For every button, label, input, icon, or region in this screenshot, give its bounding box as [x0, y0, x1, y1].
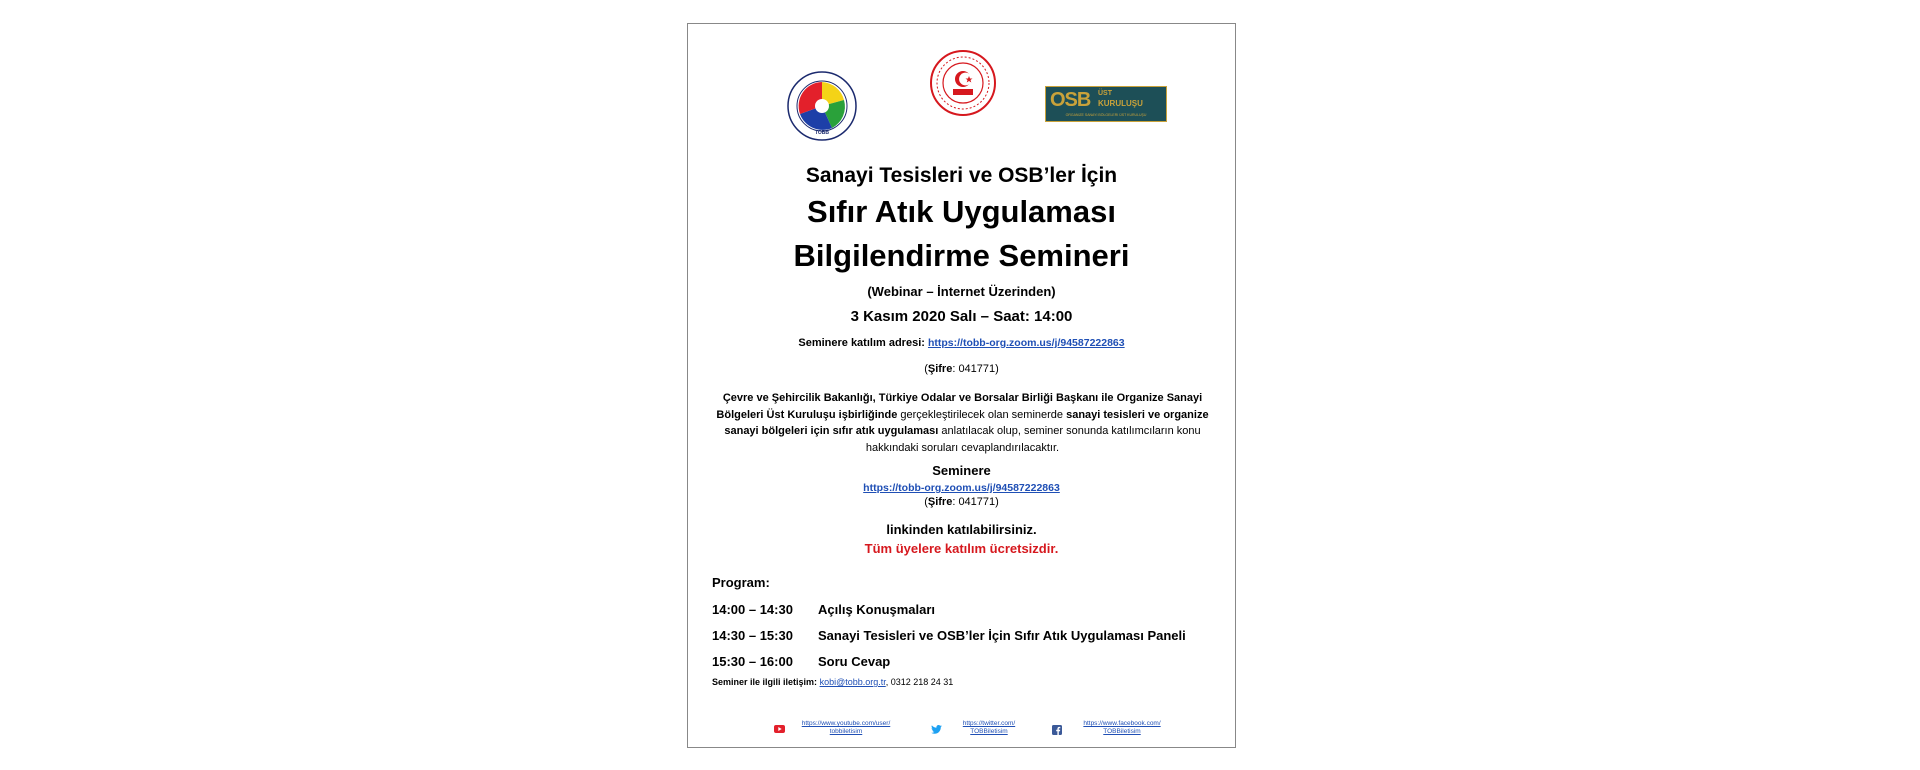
osb-logo-small-top: ÜST: [1098, 90, 1112, 97]
contact-label: Seminer ile ilgili iletişim:: [712, 677, 818, 687]
contact-line: [712, 677, 953, 687]
program-item: Sanayi Tesisleri ve OSB’ler İçin Sıfır Atık Uygulaması Paneli: [818, 628, 1186, 643]
zoom-link-cta-wrap: [688, 482, 1235, 494]
twitter-social: [931, 720, 1041, 738]
osb-logo-small-bottom: KURULUŞU: [1098, 99, 1143, 108]
contact-phone: , 0312 218 24 31: [885, 677, 954, 687]
program-time: 14:00 – 14:30: [712, 602, 793, 617]
ministry-seal-icon: [929, 49, 997, 117]
zoom-link-cta[interactable]: https://tobb-org.zoom.us/j/94587222863: [863, 482, 1060, 494]
osb-logo-tagline: ORGANİZE SANAYİ BÖLGELERİ ÜST KURULUŞU: [1065, 113, 1147, 117]
title-line-3: Bilgilendirme Semineri: [793, 238, 1130, 273]
password-value: : 041771): [952, 363, 999, 375]
program-row: [712, 602, 935, 617]
subtitle: (Webinar – İnternet Üzerinden): [867, 284, 1056, 299]
title-line-2: Sıfır Atık Uygulaması: [807, 194, 1116, 229]
facebook-social: [1052, 720, 1182, 738]
password-value-2: : 041771): [952, 496, 999, 508]
zoom-link[interactable]: https://tobb-org.zoom.us/j/94587222863: [927, 337, 1125, 349]
program-item: Açılış Konuşmaları: [818, 602, 936, 617]
youtube-icon: [774, 725, 785, 733]
program-title: Program:: [712, 575, 770, 590]
join-instruction: linkinden katılabilirsiniz.: [886, 522, 1037, 537]
youtube-social: [774, 720, 904, 738]
contact-email-link[interactable]: kobi@tobb.org.tr: [819, 677, 886, 687]
facebook-icon: [1052, 725, 1062, 735]
tobb-logo: [786, 70, 858, 142]
title-line-1: Sanayi Tesisleri ve OSB’ler İçin: [805, 164, 1118, 187]
password-line-1: (Şifre: 041771): [924, 363, 999, 375]
password-label: Şifre: [927, 363, 953, 375]
osb-logo: [1045, 86, 1167, 122]
osb-logo-big-text: OSB: [1050, 89, 1091, 111]
event-date: 3 Kasım 2020 Salı – Saat: 14:00: [850, 308, 1073, 325]
program-time: 15:30 – 16:00: [712, 654, 793, 669]
youtube-link[interactable]: https://www.youtube.com/user/ tobbiletisim: [801, 720, 891, 735]
tobb-logo-text: TOBB: [814, 130, 830, 136]
join-address-line: [688, 337, 1235, 349]
facebook-link[interactable]: https://www.facebook.com/ TOBBiletisim: [1083, 720, 1161, 735]
twitter-link[interactable]: https://twitter.com/ TOBBiletisim: [962, 720, 1016, 735]
password-label-2: Şifre: [927, 496, 953, 508]
seminere-heading: Seminere: [932, 463, 991, 478]
program-row: [712, 654, 890, 669]
free-notice: Tüm üyelere katılım ücretsizdir.: [864, 541, 1059, 556]
program-item: Soru Cevap: [818, 654, 891, 669]
description-paragraph: Çevre ve Şehircilik Bakanlığı, Türkiye Odalar ve Borsalar Birliği Başkanı ile Organize Sanayi Bölgeleri Üst Kuruluşu işbirliğinde gerçekleştirilecek olan seminerde sanayi tesisleri ve organize sanayi bölgeleri için sıfır atık uygulaması anlatılacak olup, seminer sonunda katılımcıların konu hakkındaki soruları cevaplandırılacaktır.: [716, 392, 1209, 454]
ministry-logo: [929, 49, 997, 117]
flyer-page: [687, 23, 1236, 748]
program-time: 14:30 – 15:30: [712, 628, 793, 643]
join-address-label: Seminere katılım adresi:: [798, 337, 928, 349]
password-line-2: (Şifre: 041771): [924, 496, 999, 508]
program-row: [712, 628, 1186, 643]
twitter-icon: [931, 725, 942, 734]
